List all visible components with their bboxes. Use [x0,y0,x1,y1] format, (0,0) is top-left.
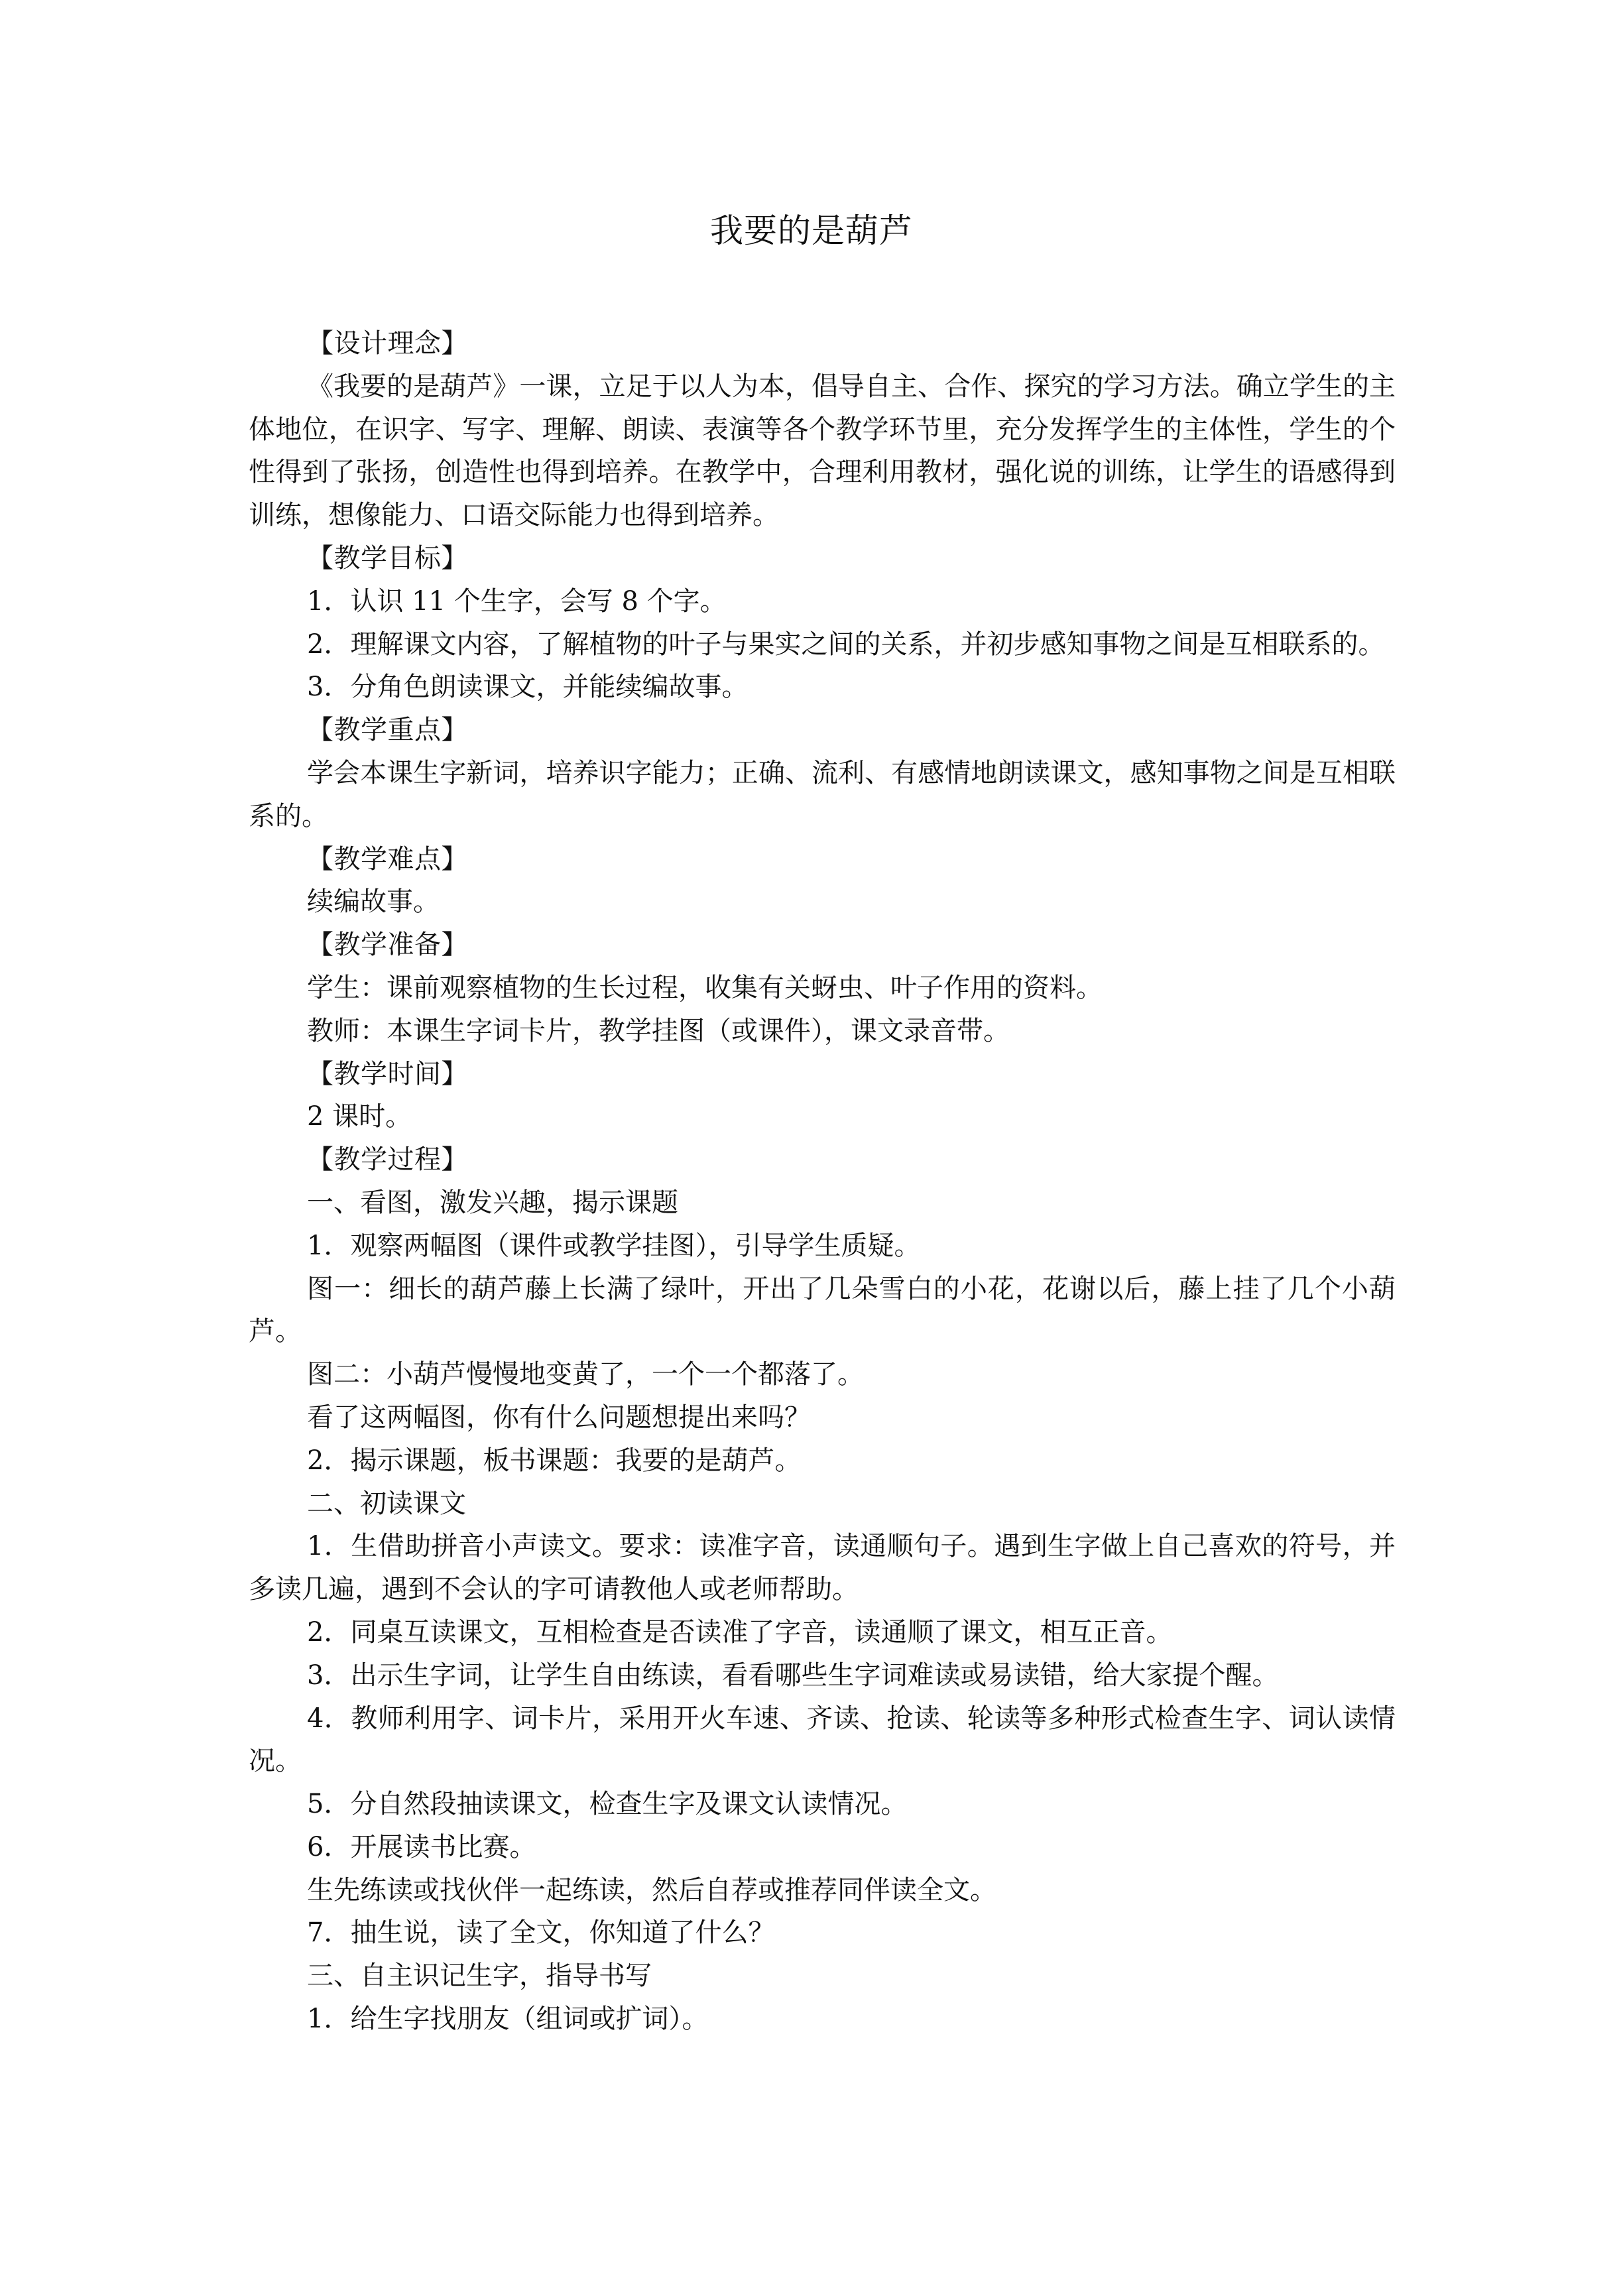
list-item: 1．生借助拼音小声读文。要求：读准字音，读通顺句子。遇到生字做上自己喜欢的符号，并多读几遍，遇到不会认的字可请教他人或老师帮助。 [249,1531,1396,1605]
paragraph: 学会本课生字新词，培养识字能力；正确、流利、有感情地朗读课文，感知事物之间是互相联系的。 [249,757,1396,831]
list-item: 2．揭示课题，板书课题：我要的是葫芦。 [307,1445,802,1476]
list-item: 4．教师利用字、词卡片，采用开火车速、齐读、抢读、轮读等多种形式检查生字、词认读情况。 [249,1703,1396,1777]
list-item: 3．分角色朗读课文，并能续编故事。 [307,672,749,703]
list-item: 1．给生字找朋友（组词或扩词）。 [307,2004,709,2035]
list-item: 5．分自然段抽读课文，检查生字及课文认读情况。 [307,1789,908,1820]
section-heading-difficulties: 【教学难点】 [307,843,468,875]
paragraph: 图一：细长的葫芦藤上长满了绿叶，开出了几朵雪白的小花，花谢以后，藤上挂了几个小葫芦。 [249,1273,1396,1347]
list-item: 1．认识 11 个生字，会写 8 个字。 [307,585,727,617]
list-item: 3．出示生字词，让学生自由练读，看看哪些生字词难读或易读错，给大家提个醒。 [307,1660,1279,1691]
step-heading: 一、看图，激发兴趣，揭示课题 [307,1187,678,1218]
document-body [249,322,1396,2041]
list-item: 1．观察两幅图（课件或教学挂图），引导学生质疑。 [307,1230,921,1261]
paragraph: 学生：课前观察植物的生长过程，收集有关蚜虫、叶子作用的资料。 [307,972,1103,1003]
paragraph: 2 课时。 [307,1101,412,1132]
section-heading-preparation: 【教学准备】 [307,930,468,961]
list-item: 6．开展读书比赛。 [307,1831,536,1862]
paragraph: 看了这两幅图，你有什么问题想提出来吗？ [307,1402,811,1433]
paragraph: 《我要的是葫芦》一课，立足于以人为本，倡导自主、合作、探究的学习方法。确立学生的主体地位，在识字、写字、理解、朗读、表演等各个教学环节里，充分发挥学生的主体性，学生的个性得到了张扬，创造性也得到培养。在教学中，合理利用教材，强化说的训练，让学生的语感得到训练，想像能力、口语交际能力也得到培养。 [249,371,1396,531]
section-heading-key-points: 【教学重点】 [307,715,468,746]
paragraph: 生先练读或找伙伴一起练读，然后自荐或推荐同伴读全文。 [307,1874,996,1905]
list-item: 7．抽生说，读了全文，你知道了什么？ [307,1917,775,1949]
step-heading: 二、初读课文 [307,1488,466,1519]
step-heading: 三、自主识记生字，指导书写 [307,1961,652,1992]
section-heading-process: 【教学过程】 [307,1144,468,1176]
section-heading-time: 【教学时间】 [307,1058,468,1089]
paragraph: 教师：本课生字词卡片，教学挂图（或课件），课文录音带。 [307,1015,1010,1046]
paragraph: 续编故事。 [307,886,440,918]
page-title: 我要的是葫芦 [710,211,913,250]
list-item: 2．同桌互读课文，互相检查是否读准了字音，读通顺了课文，相互正音。 [307,1616,1173,1648]
paragraph: 图二：小葫芦慢慢地变黄了，一个一个都落了。 [307,1359,864,1390]
section-heading-teaching-goals: 【教学目标】 [307,542,468,574]
section-heading-design-idea: 【设计理念】 [307,328,468,359]
list-item: 2．理解课文内容，了解植物的叶子与果实之间的关系，并初步感知事物之间是互相联系的。 [307,629,1385,660]
